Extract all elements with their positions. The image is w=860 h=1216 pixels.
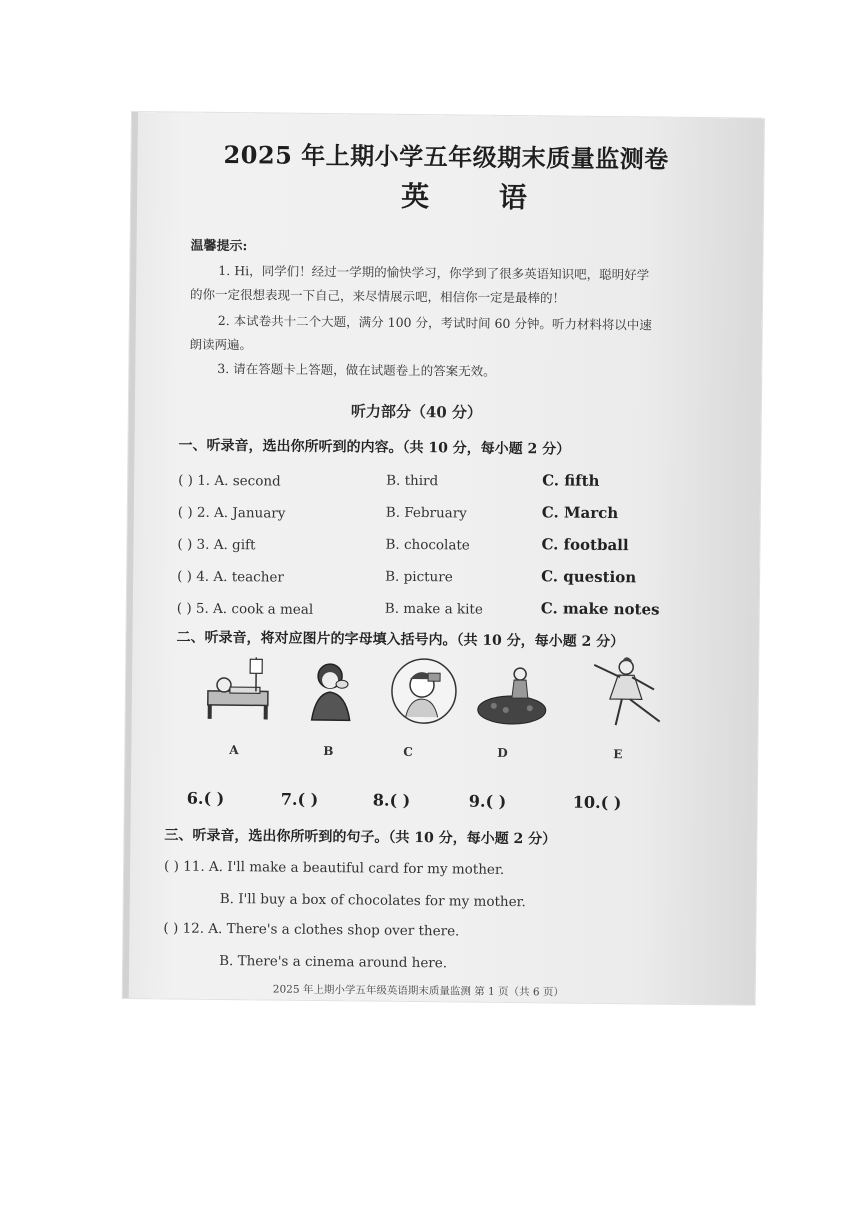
answer-blank-6: 6.( ) <box>186 788 225 809</box>
question-11-option-a: ( ) 11. A. I'll make a beautiful card for my mother. <box>164 858 505 878</box>
part3-title: 三、听录音，选出你所听到的句子。（共 10 分，每小题 2 分） <box>164 827 557 848</box>
answer-blank-8: 8.( ) <box>372 790 411 810</box>
listening-section-title: 听力部分（40 分） <box>350 402 483 422</box>
question-3: ( ) 3. A. gift <box>177 536 256 554</box>
part1-title: 一、听录音，选出你所听到的内容。（共 10 分，每小题 2 分） <box>178 437 571 458</box>
question-12-option-a: ( ) 12. A. There's a clothes shop over there. <box>163 920 460 940</box>
exam-page <box>123 112 764 1005</box>
picture-label-c: C <box>403 744 413 759</box>
answer-blank-7: 7.( ) <box>280 789 319 809</box>
tip-line: 2. 本试卷共十二个大题，满分 100 分，考试时间 60 分钟。听力材料将以中速 <box>217 312 652 333</box>
option-c: C. March <box>541 503 619 523</box>
exam-title: 2025 年上期小学五年级期末质量监测卷 <box>223 139 669 174</box>
page-footer: 2025 年上期小学五年级英语期末质量监测 第 1 页（共 6 页） <box>272 983 564 999</box>
sick-in-bed-picture <box>202 653 275 726</box>
page-edge-shadow <box>123 112 138 998</box>
tip-line: 的你一定很想表现一下自己，来尽情展示吧，相信你一定是最棒的！ <box>190 286 566 306</box>
option-c: C. question <box>541 567 637 587</box>
tip-line: 朗读两遍。 <box>189 336 253 353</box>
answer-blank-9: 9.( ) <box>468 791 507 811</box>
picture-label-a: A <box>229 743 239 758</box>
question-5: ( ) 5. A. cook a meal <box>176 600 314 618</box>
subject-title: 英 语 <box>400 179 558 215</box>
option-b: B. third <box>386 472 439 490</box>
question-4: ( ) 4. A. teacher <box>177 568 284 586</box>
planting-picture <box>476 656 549 729</box>
question-1: ( ) 1. A. second <box>178 472 281 490</box>
option-b: B. make a kite <box>384 600 483 618</box>
tip-line: 1. Hi，同学们！经过一学期的愉快学习，你学到了很多英语知识吧，聪明好学 <box>218 262 650 283</box>
option-b: B. picture <box>385 568 453 586</box>
question-12-option-b: B. There's a cinema around here. <box>219 952 448 972</box>
child-coughing-picture <box>296 654 369 727</box>
question-11-option-b: B. I'll buy a box of chocolates for my mother. <box>219 890 526 911</box>
option-b: B. February <box>385 504 467 522</box>
answer-blank-10: 10.( ) <box>572 792 622 813</box>
picture-label-b: B <box>323 744 334 759</box>
picture-label-e: E <box>613 747 623 762</box>
picture-label-d: D <box>497 745 508 760</box>
option-c: C. make notes <box>540 599 660 619</box>
option-c: C. fifth <box>542 471 600 490</box>
option-c: C. football <box>541 535 629 555</box>
question-2: ( ) 2. A. January <box>177 504 286 522</box>
girl-dancing-picture <box>586 651 667 732</box>
option-b: B. chocolate <box>385 536 470 554</box>
girl-headache-picture <box>388 655 461 728</box>
tips-label: 温馨提示: <box>190 238 248 255</box>
tip-line: 3. 请在答题卡上答题，做在试题卷上的答案无效。 <box>217 360 496 379</box>
part2-title: 二、听录音，将对应图片的字母填入括号内。（共 10 分，每小题 2 分） <box>176 629 625 651</box>
